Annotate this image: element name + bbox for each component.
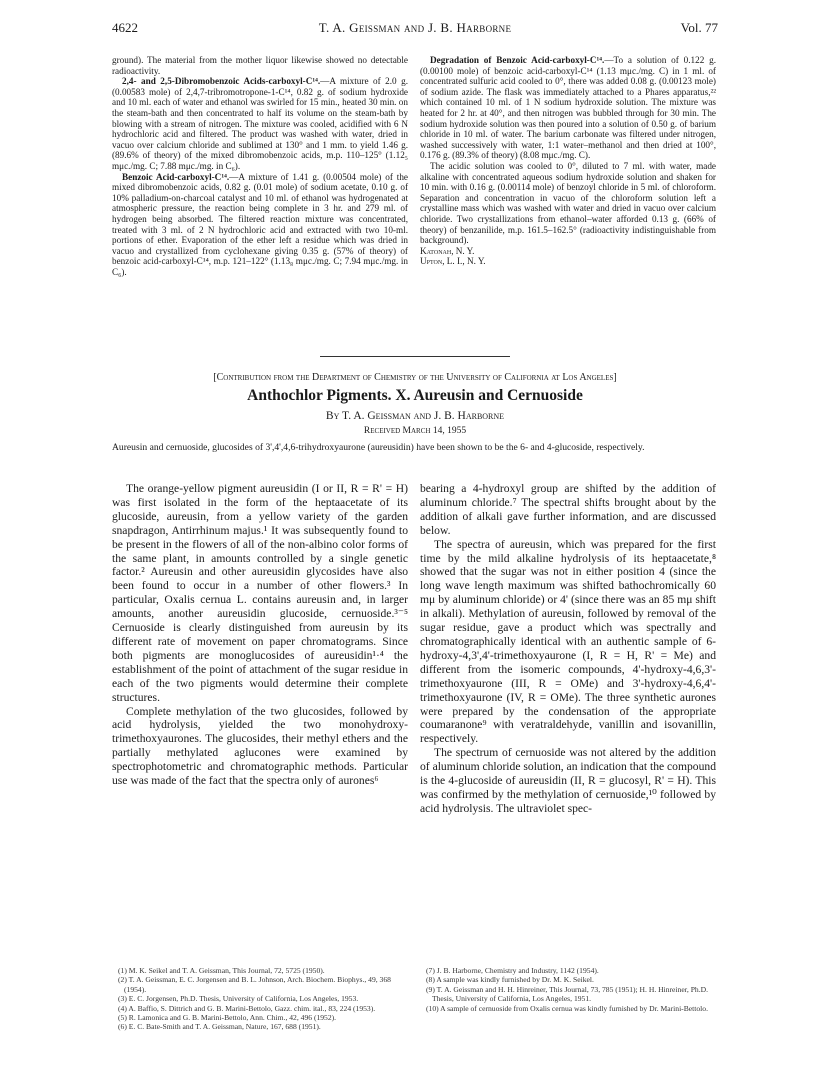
text-paragraph: ground). The material from the mother liquor likewise showed no detectable radioactivity.: [112, 55, 408, 76]
footnotes-left: [112, 966, 408, 1032]
section-lead: Benzoic Acid-carboxyl-C¹⁴.: [122, 171, 230, 182]
section-lead: 2,4- and 2,5-Dibromobenzoic Acids-carboxyl-C¹⁴.: [122, 76, 321, 87]
experimental-paragraph: [112, 172, 408, 278]
text-paragraph: The acidic solution was cooled to 0°, diluted to 7 ml. with water, made alkaline with concentrated aqueous sodium hydroxide solution and shaken for 10 min. with 0.16 g. (0.00114 mole) of benzoyl chloride in 5 ml. of chloroform. Separation and concentration in vacuo of the chloroform solution left a crystalline mass which was washed with water and dried in vacuo over calcium chloride. Two crystallizations from ethanol–water afforded 0.13 g. (66% of theory) of benzanilide, m.p. 161.5–162.5° (radioactivity indistinguishable from background).: [420, 160, 716, 246]
body-paragraph: The spectra of aureusin, which was prepared for the first time by the mild alkaline hydrolysis of its heptaacetate,⁸ showed that the sugar was not in either position 4 (since the long wave length maximum was shifted bathochromically 60 mμ by aluminum chloride) or 4' (since there was an 85 mμ shift in alkali). Methylation of aureusin, followed by removal of the sugar residue, gave a product which was spectrally and chromatographically identical with an authentic sample of 6-hydroxy-4,3',4'-trimethoxyaurone (I, R = H, R' = Me) and different from the isomeric compounds, 4'-hydroxy-4,6,3'-trimethoxyaurone (III, R = OMe) and 3'-hydroxy-4,6,4'-trimethoxyaurone (IV, R = OMe). The three synthetic aurones were prepared by the condensation of the appropriate coumaranone⁹ with veratraldehyde, vanillin and isovanillin, respectively.: [420, 537, 716, 746]
body-paragraph: Complete methylation of the two glucosides, followed by acid hydrolysis, yielded the two monohydroxy-trimethoxyaurones. The glucosides, their methyl ethers and the partially methylated aglucones were examined by spectrophotometric and chromatographic methods. Particular use was made of the fact that the spectra only of aurones⁶: [112, 704, 408, 788]
body-paragraph: The spectrum of cernuoside was not altered by the addition of aluminum chloride solution, an indication that the compound is the 4-glucoside of aureusidin (II, R = glucosyl, R' = H). This was confirmed by the methylation of cernuoside,¹⁰ followed by acid hydrolysis. The ultraviolet spec-: [420, 746, 716, 815]
footnote: (10) A sample of cernuoside from Oxalis cernua was kindly furnished by Dr. Marini-Bettolo.: [426, 1003, 708, 1013]
footnote: (5) R. Lamonica and G. B. Marini-Bettolo, Ann. Chim., 42, 496 (1952).: [118, 1013, 337, 1023]
author-address: Katonah, N. Y.: [420, 245, 475, 256]
footnote: (7) J. B. Harborne, Chemistry and Industry, 1142 (1954).: [426, 966, 599, 975]
section-divider: [320, 356, 510, 357]
footnote: (8) A sample was kindly furnished by Dr. M. K. Seikel.: [426, 975, 594, 985]
footnote: (1) M. K. Seikel and T. A. Geissman, This Journal, 72, 5725 (1950).: [118, 966, 325, 975]
running-header: [112, 20, 718, 40]
article-byline: By T. A. Geissman and J. B. Harborne: [325, 410, 505, 422]
section-lead: Degradation of Benzoic Acid-carboxyl-C¹⁴.: [430, 55, 605, 65]
footnote: (6) E. C. Bate-Smith and T. A. Geissman, Nature, 167, 688 (1951).: [118, 1022, 321, 1032]
footnote: (3) E. C. Jorgensen, Ph.D. Thesis, University of California, Los Angeles, 1953.: [118, 994, 359, 1004]
author-address: Upton, L. I., N. Y.: [420, 256, 486, 267]
contribution-line: [Contribution from the Department of Chemistry of the University of California at Los Angeles]: [213, 372, 617, 383]
experimental-paragraph: [112, 76, 408, 171]
body-paragraph: bearing a 4-hydroxyl group are shifted by the addition of aluminum chloride.⁷ The spectral shifts brought about by the addition of alkali gave further information, and are discussed below.: [420, 482, 716, 537]
paragraph-text: —A mixture of 2.0 g. (0.00583 mole) of 2,4,7-tribromotropone-1-C¹⁴, 0.82 g. of sodium hydroxide and 10 ml. each of water and ethanol was swirled for 15 min., heated 30 min. on the steam-bath and then concentrated to half its volume on the steam-bath by blowing with a stream of nitrogen. The mixture was cooled, acidified with 6 N hydrochloric acid and filtered. The product was washed with water, dried in vacuo over calcium chloride and sublimed at 130° and 1 mm. to yield 1.46 g. (89.6% of theory) of the mixed dibromobenzoic acids, m.p. 110–125° (1.12₅ mμc./mg. C; 7.88 mμc./mg. in C₆).: [112, 76, 408, 171]
footnotes-right: [420, 966, 716, 1013]
volume-label: Vol. 77: [680, 20, 718, 35]
footnote: (2) T. A. Geissman, E. C. Jorgensen and B. L. Johnson, Arch. Biochem. Biophys., 49, 368 (1954).: [118, 975, 391, 994]
article-title: Anthochlor Pigments. X. Aureusin and Cernuoside: [247, 387, 583, 404]
footnote: (9) T. A. Geissman and H. H. Hinreiner, This Journal, 73, 785 (1951); H. H. Hinreiner, Ph.D. Thesis, University of California, Los Angeles, 1951.: [426, 984, 709, 1004]
paragraph-text: —A mixture of 1.41 g. (0.00504 mole) of the mixed dibromobenzoic acids, 0.82 g. (0.01 mole) of sodium acetate, 0.10 g. of 10% palladium-on-charcoal catalyst and 10 ml. of ethanol was hydrogenated at atmospheric pressure, the reaction being complete in 3 hr. and 279 ml. of hydrogen being absorbed. The filtered reaction mixture was concentrated, treated with 3 ml. of 2 N hydrochloric acid and extracted with two 10-ml. portions of ether. Evaporation of the ether left a residue which was dried in vacuo and crystallized from cyclohexane giving 0.35 g. (57% of theory) of benzoic acid-carboxyl-C¹⁴, m.p. 121–122° (1.13₈ mμc./mg. C; 7.94 mμc./mg. in C₆).: [112, 171, 408, 277]
body-right-column: [420, 482, 716, 816]
footnote: (4) A. Baffio, S. Dittrich and G. B. Marini-Bettolo, Gazz. chim. ital., 83, 224 (1953).: [118, 1003, 376, 1013]
body-left-column: [112, 482, 408, 788]
previous-article-left-column: [112, 55, 408, 277]
previous-article-right-column: [420, 55, 716, 267]
paragraph-text: —To a solution of 0.122 g. (0.00100 mole) of benzoic acid-carboxyl-C¹⁴ (1.13 mμc./mg. C) in 1 ml. of concentrated sulfuric acid cooled to 0°, there was added 0.08 g. (0.00123 mole) of sodium azide. The flask was immediately attached to a Phares apparatus,²² which contained 10 ml. of 1 N sodium hydroxide solution. The mixture was heated for 2 hr. at 40°, and then nitrogen was bubbled through for 30 min. The sodium hydroxide solution was then poured into a solution of 0.50 g. of barium chloride in 10 ml. of water. The barium carbonate was filtered under nitrogen, washed successively with water, 1:1 water–methanol and then dried at 100°, 0.176 g. (89.3% of theory) (8.08 mμc./mg. C).: [420, 55, 716, 161]
body-paragraph: The orange-yellow pigment aureusidin (I or II, R = R' = H) was first isolated in the form of the heptaacetate of its glucoside, aureusin, from a yellow variety of the garden snapdragon, Antirrhinum majus.¹ It was subsequently found to be present in the flowers of all of the non-albino color forms of the same plant, in amounts controlled by a single genetic factor.² Aureusin and other aureusidin glycosides have also been found to occur in a number of other flowers.³ In particular, Oxalis cernua L. contains aureusin and, in larger amounts, another aureusidin glucoside, cernuoside.³⁻⁵ Cernuoside is clearly distinguished from aureusin by its different rate of movement on paper chromatograms. Since both pigments are monoglucosides of aureusidin¹·⁴ the establishment of the point of attachment of the sugar residue in each of the two pigments would determine their complete structures.: [112, 482, 408, 704]
received-date: Received March 14, 1955: [363, 426, 467, 436]
page-number: 4622: [112, 20, 138, 35]
running-head-authors: T. A. Geissman and J. B. Harborne: [318, 20, 512, 35]
experimental-paragraph: [420, 55, 716, 161]
abstract: Aureusin and cernuoside, glucosides of 3',4',4,6-trihydroxyaurone (aureusidin) have been shown to be the 6- and 4-glucoside, respectively.: [112, 442, 645, 453]
